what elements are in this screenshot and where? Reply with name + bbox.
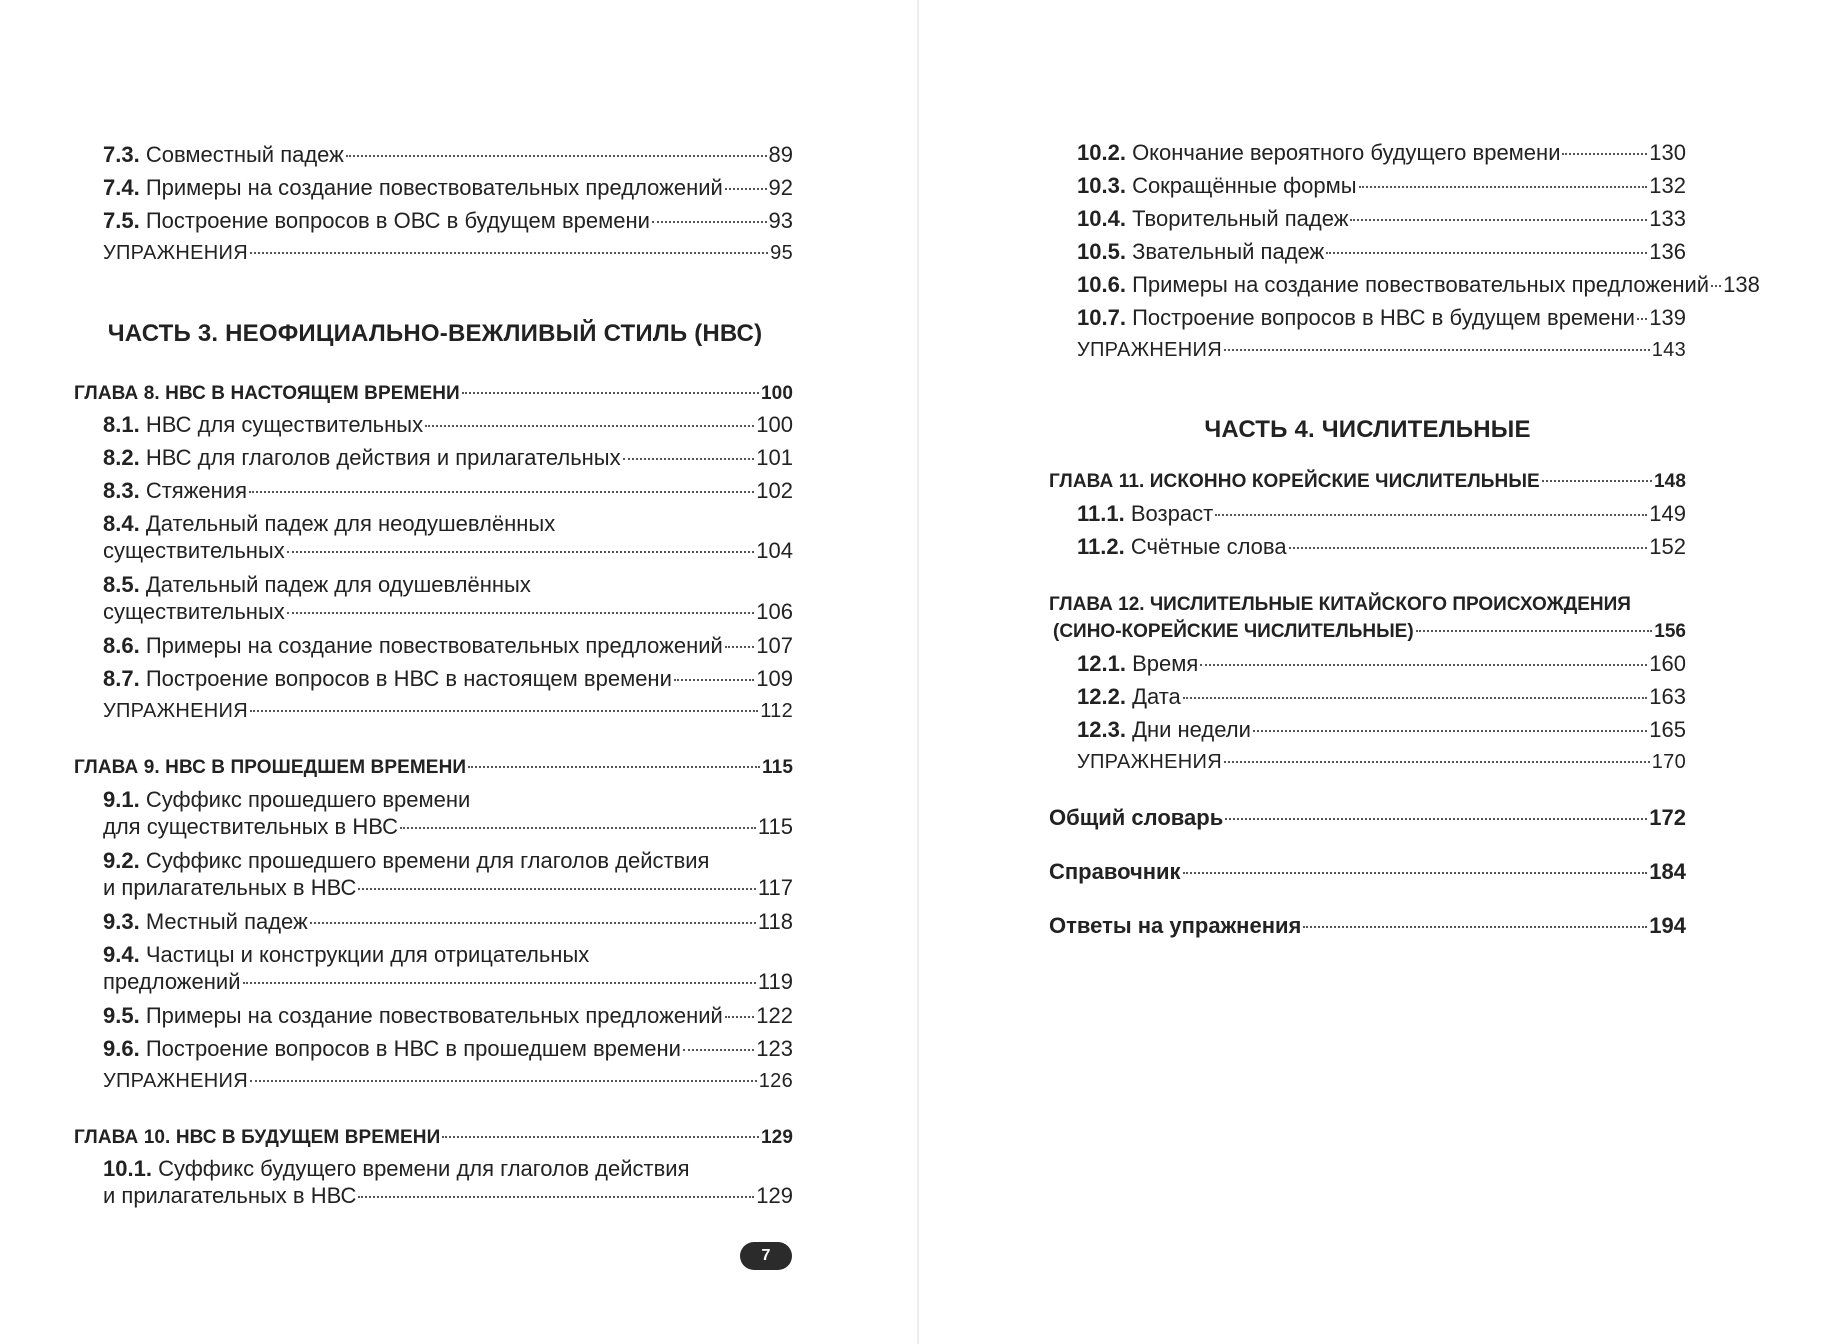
section-title: Сокращённые формы bbox=[1132, 173, 1357, 198]
section-title: УПРАЖНЕНИЯ bbox=[103, 1070, 248, 1092]
page-ref: 129 bbox=[756, 1183, 793, 1208]
page-ref: 160 bbox=[1649, 651, 1686, 676]
section-title-line2: для существительных в НВС bbox=[103, 814, 399, 839]
page-ref: 133 bbox=[1649, 206, 1686, 231]
part-title: ЧАСТЬ 3. НЕОФИЦИАЛЬНО-ВЕЖЛИВЫЙ СТИЛЬ (НВС) bbox=[107, 320, 763, 347]
section-number: 10.5. bbox=[1077, 239, 1126, 264]
page-ref: 115 bbox=[762, 757, 793, 778]
section-title: Справочник bbox=[1049, 859, 1181, 884]
leader-dots bbox=[358, 888, 755, 890]
page-ref: 117 bbox=[757, 875, 793, 900]
toc-entry-12-1[interactable] bbox=[1077, 650, 1686, 677]
page-ref: 115 bbox=[757, 814, 793, 839]
chapter-heading-12[interactable] bbox=[1049, 591, 1686, 645]
page-ref: 194 bbox=[1649, 913, 1686, 938]
section-number: 9.3. bbox=[103, 909, 140, 934]
section-title: НВС для глаголов действия и прилагательных bbox=[145, 445, 621, 470]
toc-entry-8-1[interactable] bbox=[103, 411, 793, 438]
section-number: 10.2. bbox=[1077, 140, 1126, 165]
toc-entry-9-5[interactable] bbox=[103, 1002, 793, 1029]
section-title: Стяжения bbox=[145, 478, 248, 503]
leader-dots bbox=[1225, 818, 1647, 820]
leader-dots bbox=[623, 458, 755, 460]
toc-entry-12-2[interactable] bbox=[1077, 683, 1686, 710]
section-number: 8.3. bbox=[103, 478, 140, 503]
toc-entry-exercises[interactable] bbox=[103, 1068, 793, 1095]
chapter-title: ГЛАВА 9. НВС В ПРОШЕДШЕМ ВРЕМЕНИ bbox=[74, 757, 467, 778]
section-number: 9.5. bbox=[103, 1003, 140, 1028]
section-title: Примеры на создание повествовательных предложений bbox=[145, 175, 723, 200]
section-number: 12.3. bbox=[1077, 717, 1126, 742]
page-ref: 100 bbox=[756, 412, 793, 437]
leader-dots bbox=[1542, 480, 1652, 482]
section-title-line2: предложений bbox=[103, 969, 241, 994]
leader-dots bbox=[1637, 318, 1647, 320]
leader-dots bbox=[250, 710, 758, 712]
page-ref: 122 bbox=[756, 1003, 793, 1028]
leader-dots bbox=[243, 982, 756, 984]
toc-entry-8-6[interactable] bbox=[103, 632, 793, 659]
section-title: Окончание вероятного будущего времени bbox=[1132, 140, 1561, 165]
leader-dots bbox=[725, 1016, 754, 1018]
toc-entry-8-4[interactable] bbox=[103, 510, 793, 564]
section-number: 7.5. bbox=[103, 208, 140, 233]
section-number: 10.4. bbox=[1077, 206, 1126, 231]
section-title-line1: Частицы и конструкции для отрицательных bbox=[145, 942, 590, 967]
leader-dots bbox=[1359, 186, 1648, 188]
chapter-heading[interactable] bbox=[74, 754, 793, 781]
section-number: 9.4. bbox=[103, 942, 140, 967]
chapter-title: ГЛАВА 10. НВС В БУДУЩЕМ ВРЕМЕНИ bbox=[74, 1127, 441, 1148]
section-title: Дни недели bbox=[1132, 717, 1251, 742]
section-title: Построение вопросов в НВС в настоящем времени bbox=[145, 666, 672, 691]
leader-dots bbox=[249, 491, 754, 493]
page-ref: 132 bbox=[1649, 173, 1686, 198]
toc-entry-8-7[interactable] bbox=[103, 665, 793, 692]
toc-entry-exercises[interactable] bbox=[103, 240, 793, 267]
page-ref: 118 bbox=[757, 909, 793, 934]
leader-dots bbox=[1711, 285, 1721, 287]
toc-entry-9-6[interactable] bbox=[103, 1035, 793, 1062]
page-ref: 156 bbox=[1654, 621, 1686, 642]
page-ref: 138 bbox=[1723, 272, 1760, 297]
toc-entry-exercises[interactable] bbox=[1077, 749, 1686, 776]
leader-dots bbox=[1183, 697, 1648, 699]
toc-entry-9-1[interactable] bbox=[103, 786, 793, 840]
section-title: Дата bbox=[1132, 684, 1181, 709]
leader-dots bbox=[310, 922, 756, 924]
toc-entry-11-1[interactable] bbox=[1077, 500, 1686, 527]
leader-dots bbox=[1289, 547, 1648, 549]
page-ref: 170 bbox=[1651, 751, 1686, 773]
leader-dots bbox=[468, 766, 760, 768]
section-title: Время bbox=[1132, 651, 1199, 676]
right-page bbox=[919, 0, 1838, 1344]
chapter-title: ГЛАВА 8. НВС В НАСТОЯЩЕМ ВРЕМЕНИ bbox=[74, 383, 460, 404]
leader-dots bbox=[287, 612, 755, 614]
section-title-line2: и прилагательных в НВС bbox=[103, 875, 357, 900]
section-title-line1: Суффикс прошедшего времени bbox=[145, 787, 471, 812]
toc-entry-8-5[interactable] bbox=[103, 571, 793, 625]
toc-entry-10-7[interactable] bbox=[1077, 304, 1686, 331]
chapter-heading[interactable] bbox=[74, 380, 793, 407]
leader-dots bbox=[346, 155, 767, 157]
section-title: Местный падеж bbox=[145, 909, 308, 934]
leader-dots bbox=[652, 221, 767, 223]
page-ref: 184 bbox=[1649, 859, 1686, 884]
section-number: 10.1. bbox=[103, 1156, 152, 1181]
section-title: Ответы на упражнения bbox=[1049, 913, 1302, 938]
leader-dots bbox=[1326, 252, 1647, 254]
page-ref: 109 bbox=[756, 666, 793, 691]
part-title: ЧАСТЬ 4. ЧИСЛИТЕЛЬНЫЕ bbox=[1204, 416, 1531, 443]
leader-dots bbox=[462, 392, 759, 394]
page-ref: 165 bbox=[1649, 717, 1686, 742]
section-title: УПРАЖНЕНИЯ bbox=[1077, 751, 1222, 773]
toc-entry-10-3[interactable] bbox=[1077, 172, 1686, 199]
toc-entry-10-6[interactable] bbox=[1077, 271, 1760, 298]
page-ref: 123 bbox=[756, 1036, 793, 1061]
section-number: 8.4. bbox=[103, 511, 140, 536]
section-title: Примеры на создание повествовательных предложений bbox=[1132, 272, 1710, 297]
page-ref: 172 bbox=[1649, 805, 1686, 830]
page-ref: 93 bbox=[768, 208, 793, 233]
section-number: 8.5. bbox=[103, 572, 140, 597]
section-number: 7.3. bbox=[103, 142, 140, 167]
leader-dots bbox=[1253, 730, 1647, 732]
toc-entry-9-4[interactable] bbox=[103, 941, 793, 995]
leader-dots bbox=[1224, 761, 1650, 763]
page-ref: 136 bbox=[1649, 239, 1686, 264]
page-ref: 152 bbox=[1649, 534, 1686, 559]
section-title: Построение вопросов в НВС в прошедшем времени bbox=[145, 1036, 681, 1061]
leader-dots bbox=[1224, 349, 1650, 351]
toc-entry-exercises[interactable] bbox=[103, 698, 793, 725]
toc-entry-10-1[interactable] bbox=[103, 1155, 793, 1209]
page-ref: 106 bbox=[756, 599, 793, 624]
section-number: 9.1. bbox=[103, 787, 140, 812]
page-ref: 143 bbox=[1651, 339, 1686, 361]
leader-dots bbox=[400, 827, 756, 829]
page-ref: 104 bbox=[756, 538, 793, 563]
page-ref: 126 bbox=[758, 1070, 793, 1092]
toc-entry-exercises[interactable] bbox=[1077, 337, 1686, 364]
page-ref: 89 bbox=[768, 142, 793, 167]
section-number: 12.1. bbox=[1077, 651, 1126, 676]
toc-entry-11-2[interactable] bbox=[1077, 533, 1686, 560]
page-ref: 148 bbox=[1653, 471, 1686, 492]
page-ref: 100 bbox=[760, 383, 793, 404]
section-title-line1: Суффикс будущего времени для глаголов действия bbox=[158, 1156, 690, 1181]
leader-dots bbox=[1200, 664, 1647, 666]
leader-dots bbox=[683, 1049, 754, 1051]
leader-dots bbox=[1303, 926, 1647, 928]
section-number: 10.7. bbox=[1077, 305, 1126, 330]
section-title: Построение вопросов в ОВС в будущем времени bbox=[145, 208, 650, 233]
page-ref: 119 bbox=[757, 969, 793, 994]
toc-entry-7-4[interactable] bbox=[103, 174, 793, 201]
page-ref: 129 bbox=[760, 1127, 793, 1148]
section-number: 8.6. bbox=[103, 633, 140, 658]
section-title: НВС для существительных bbox=[145, 412, 424, 437]
section-title: Возраст bbox=[1130, 501, 1214, 526]
page-ref: 149 bbox=[1649, 501, 1686, 526]
page-ref: 130 bbox=[1649, 140, 1686, 165]
section-title: УПРАЖНЕНИЯ bbox=[103, 242, 248, 264]
toc-entry-dictionary[interactable] bbox=[1049, 804, 1686, 831]
toc-entry-answers[interactable] bbox=[1049, 912, 1686, 939]
section-title: Счётные слова bbox=[1130, 534, 1287, 559]
section-title: Общий словарь bbox=[1049, 805, 1224, 830]
section-title-line1: Суффикс прошедшего времени для глаголов действия bbox=[145, 848, 710, 873]
leader-dots bbox=[287, 551, 755, 553]
page-ref: 101 bbox=[756, 445, 793, 470]
leader-dots bbox=[250, 1080, 757, 1082]
section-number: 11.2. bbox=[1077, 534, 1125, 559]
page-ref: 163 bbox=[1649, 684, 1686, 709]
leader-dots bbox=[1350, 219, 1647, 221]
toc-entry-7-3[interactable] bbox=[103, 141, 793, 168]
section-number: 9.2. bbox=[103, 848, 140, 873]
page-ref: 95 bbox=[770, 242, 793, 264]
leader-dots bbox=[725, 188, 767, 190]
toc-entry-9-2[interactable] bbox=[103, 847, 793, 901]
page-ref: 92 bbox=[768, 175, 793, 200]
section-title: Звательный падеж bbox=[1132, 239, 1325, 264]
section-title: Совместный падеж bbox=[145, 142, 344, 167]
section-number: 10.3. bbox=[1077, 173, 1126, 198]
chapter-title: ГЛАВА 11. ИСКОННО КОРЕЙСКИЕ ЧИСЛИТЕЛЬНЫЕ bbox=[1049, 471, 1540, 492]
leader-dots bbox=[1215, 514, 1647, 516]
section-title-line1: Дательный падеж для одушевлённых bbox=[145, 572, 531, 597]
chapter-title-line2: (СИНО-КОРЕЙСКИЕ ЧИСЛИТЕЛЬНЫЕ) bbox=[1053, 621, 1414, 642]
toc-entry-8-3[interactable] bbox=[103, 477, 793, 504]
section-title-line1: Дательный падеж для неодушевлённых bbox=[145, 511, 556, 536]
section-number: 8.2. bbox=[103, 445, 140, 470]
toc-entry-10-5[interactable] bbox=[1077, 238, 1686, 265]
section-title: Построение вопросов в НВС в будущем времени bbox=[1132, 305, 1635, 330]
section-title-line2: существительных bbox=[103, 538, 285, 563]
page-ref: 112 bbox=[760, 700, 793, 722]
section-number: 11.1. bbox=[1077, 501, 1125, 526]
leader-dots bbox=[725, 646, 754, 648]
toc-entry-8-2[interactable] bbox=[103, 444, 793, 471]
leader-dots bbox=[1562, 153, 1647, 155]
page-number-badge: 7 bbox=[740, 1242, 792, 1270]
leader-dots bbox=[1183, 872, 1648, 874]
chapter-heading[interactable] bbox=[1049, 468, 1686, 495]
leader-dots bbox=[358, 1196, 754, 1198]
section-title-line2: существительных bbox=[103, 599, 285, 624]
toc-entry-7-5[interactable] bbox=[103, 207, 793, 234]
section-number: 9.6. bbox=[103, 1036, 140, 1061]
section-title-line2: и прилагательных в НВС bbox=[103, 1183, 357, 1208]
page-ref: 139 bbox=[1649, 305, 1686, 330]
section-number: 10.6. bbox=[1077, 272, 1126, 297]
chapter-title-line1: ГЛАВА 12. ЧИСЛИТЕЛЬНЫЕ КИТАЙСКОГО ПРОИСХОЖДЕНИЯ bbox=[1049, 594, 1631, 615]
section-number: 12.2. bbox=[1077, 684, 1126, 709]
leader-dots bbox=[442, 1136, 759, 1138]
leader-dots bbox=[250, 252, 768, 254]
toc-entry-reference[interactable] bbox=[1049, 858, 1686, 885]
toc-entry-10-4[interactable] bbox=[1077, 205, 1686, 232]
leader-dots bbox=[674, 679, 754, 681]
page-ref: 107 bbox=[756, 633, 793, 658]
section-title: Творительный падеж bbox=[1132, 206, 1349, 231]
toc-entry-12-3[interactable] bbox=[1077, 716, 1686, 743]
toc-entry-10-2[interactable] bbox=[1077, 139, 1686, 166]
toc-entry-9-3[interactable] bbox=[103, 908, 793, 935]
leader-dots bbox=[1416, 630, 1653, 632]
leader-dots bbox=[425, 425, 754, 427]
section-number: 8.1. bbox=[103, 412, 140, 437]
section-title: Примеры на создание повествовательных предложений bbox=[145, 1003, 723, 1028]
left-page bbox=[0, 0, 918, 1344]
section-title: УПРАЖНЕНИЯ bbox=[1077, 339, 1222, 361]
section-title: УПРАЖНЕНИЯ bbox=[103, 700, 248, 722]
page-ref: 102 bbox=[756, 478, 793, 503]
section-number: 7.4. bbox=[103, 175, 140, 200]
chapter-heading[interactable] bbox=[74, 1124, 793, 1151]
section-title: Примеры на создание повествовательных предложений bbox=[145, 633, 723, 658]
section-number: 8.7. bbox=[103, 666, 140, 691]
